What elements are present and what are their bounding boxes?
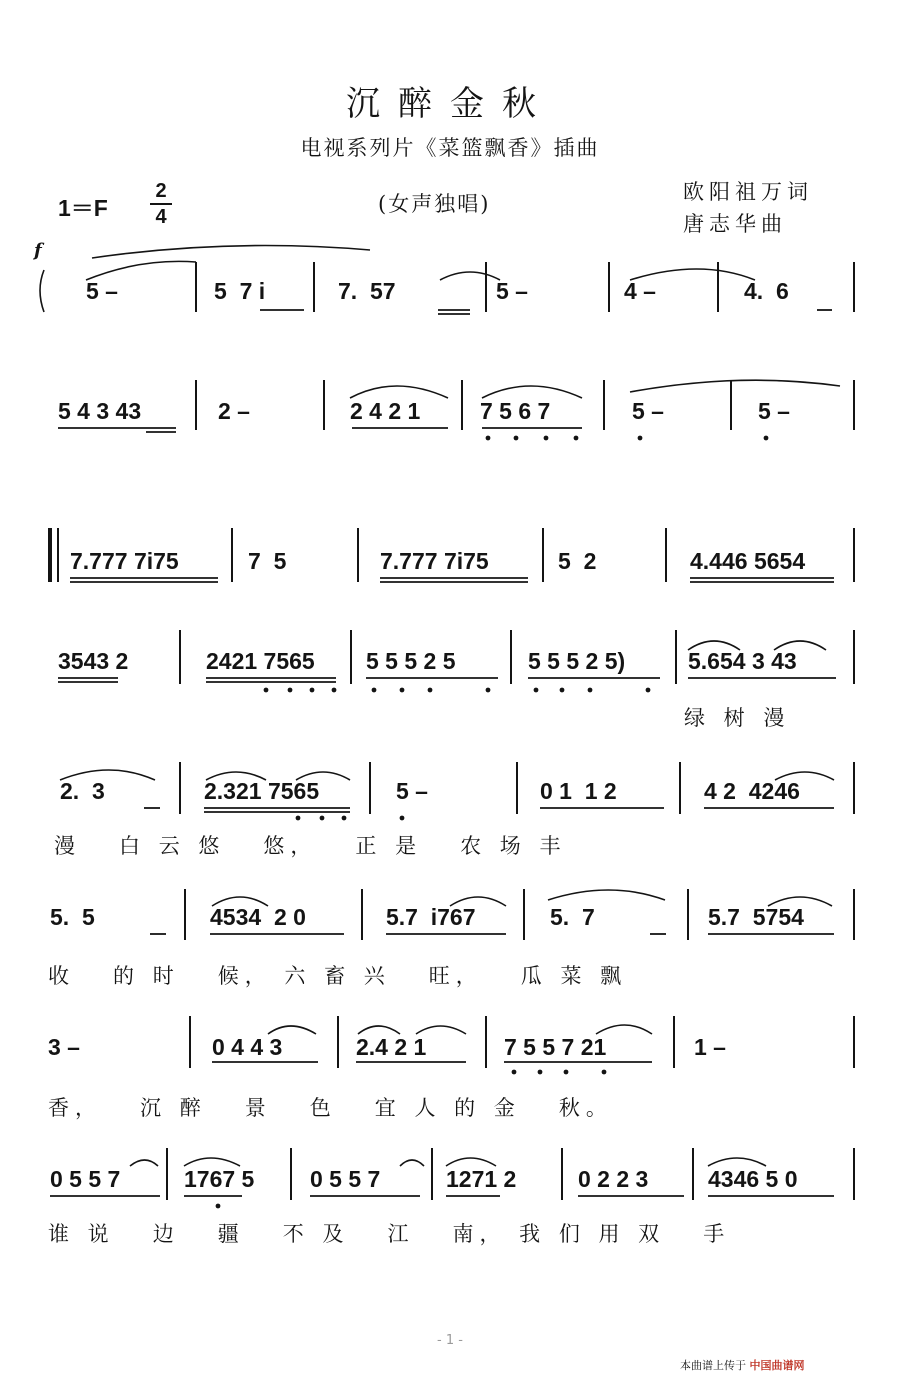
slur bbox=[630, 380, 840, 392]
site-logo-text[interactable]: 中国曲谱网 bbox=[749, 1359, 805, 1372]
measure-18: 3543 2 bbox=[58, 648, 129, 674]
page-number: - 1 - bbox=[437, 1333, 463, 1348]
low-octave-dot bbox=[514, 436, 519, 441]
low-octave-dot bbox=[486, 436, 491, 441]
low-octave-dot bbox=[428, 688, 433, 693]
measure-12: 5 – bbox=[758, 398, 790, 424]
measure-24: 2.321 7565 bbox=[204, 778, 320, 804]
low-octave-dot bbox=[564, 1070, 569, 1075]
measure-7: 5 4 3 43 bbox=[58, 398, 142, 424]
measure-37: 1 – bbox=[694, 1034, 726, 1060]
measure-40: 0 5 5 7 bbox=[310, 1166, 381, 1192]
measure-4: 5 – bbox=[496, 278, 528, 304]
lyric-line-4: 香， 沉 醉 景 色 宜 人 的 金 秋。 bbox=[48, 1096, 613, 1120]
low-octave-dot bbox=[288, 688, 293, 693]
measure-19: 2421 7565 bbox=[206, 648, 315, 674]
measure-38: 0 5 5 7 bbox=[50, 1166, 121, 1192]
low-octave-dot bbox=[400, 816, 405, 821]
lyric-line-1: 绿 树 漫 bbox=[684, 706, 791, 730]
measure-33: 3 – bbox=[48, 1034, 80, 1060]
measure-9: 2 4 2 1 bbox=[350, 398, 421, 424]
low-octave-dot bbox=[646, 688, 651, 693]
measure-8: 2 – bbox=[218, 398, 250, 424]
measure-30: 5.7 i767 bbox=[386, 904, 476, 930]
low-octave-dot bbox=[372, 688, 377, 693]
slur bbox=[130, 1160, 158, 1166]
composer-credit: 唐志华曲 bbox=[683, 212, 787, 236]
voice-designation: (女声独唱) bbox=[378, 192, 491, 216]
time-signature-bottom: 4 bbox=[155, 206, 167, 228]
lyric-line-3: 收 的 时 候， 六 畜 兴 旺， 瓜 菜 飘 bbox=[48, 964, 628, 988]
low-octave-dot bbox=[574, 436, 579, 441]
lyric-line-5: 谁 说 边 疆 不 及 江 南， 我 们 用 双 手 bbox=[48, 1222, 731, 1246]
low-octave-dot bbox=[332, 688, 337, 693]
key-signature: 1＝F bbox=[58, 195, 108, 221]
slur bbox=[400, 1160, 424, 1166]
low-octave-dot bbox=[764, 436, 769, 441]
low-octave-dot bbox=[296, 816, 301, 821]
low-octave-dot bbox=[400, 688, 405, 693]
lyricist-credit: 欧阳祖万词 bbox=[683, 180, 813, 204]
upload-credit bbox=[680, 1357, 805, 1373]
measure-6: 4. 6 bbox=[744, 278, 789, 304]
measure-27: 4 2 4246 bbox=[704, 778, 800, 804]
measure-28: 5. 5 bbox=[50, 904, 95, 930]
measure-21: 5 5 5 2 5) bbox=[528, 648, 626, 674]
measure-29: 4534 2 0 bbox=[210, 904, 306, 930]
slur bbox=[268, 1026, 316, 1034]
slur bbox=[440, 272, 500, 280]
song-subtitle: 电视系列片《菜篮飘香》插曲 bbox=[300, 136, 600, 160]
measure-17: 4.446 5654 bbox=[690, 548, 806, 574]
measure-35: 2.4 2 1 bbox=[356, 1034, 427, 1060]
measure-32: 5.7 5754 bbox=[708, 904, 804, 930]
low-octave-dot bbox=[216, 1204, 221, 1209]
slur bbox=[482, 386, 582, 398]
measure-26: 0 1 1 2 bbox=[540, 778, 617, 804]
low-octave-dot bbox=[544, 436, 549, 441]
low-octave-dot bbox=[264, 688, 269, 693]
lyric-line-2: 漫 白 云 悠 悠， 正 是 农 场 丰 bbox=[54, 834, 567, 858]
low-octave-dot bbox=[602, 1070, 607, 1075]
measure-41: 1271 2 bbox=[446, 1166, 517, 1192]
measure-31: 5. 7 bbox=[550, 904, 595, 930]
song-title: 沉醉金秋 bbox=[346, 84, 554, 124]
dynamic-marking: f bbox=[34, 240, 42, 261]
measure-20: 5 5 5 2 5 bbox=[366, 648, 456, 674]
slur bbox=[446, 1158, 496, 1166]
measure-1: 5 – bbox=[86, 278, 118, 304]
low-octave-dot bbox=[560, 688, 565, 693]
low-octave-dot bbox=[588, 688, 593, 693]
slur bbox=[708, 1158, 766, 1166]
low-octave-dot bbox=[342, 816, 347, 821]
measure-13: 7.777 7i75 bbox=[70, 548, 179, 574]
low-octave-dot bbox=[638, 436, 643, 441]
low-octave-dot bbox=[310, 688, 315, 693]
upload-credit-prefix: 本曲谱上传于 bbox=[680, 1359, 746, 1372]
slur bbox=[548, 890, 665, 900]
measure-25: 5 – bbox=[396, 778, 428, 804]
slur bbox=[184, 1158, 240, 1166]
measure-10: 7 5 6 7 bbox=[480, 398, 551, 424]
low-octave-dot bbox=[486, 688, 491, 693]
measure-2: 5 7 i bbox=[214, 278, 266, 304]
opening-parenthesis bbox=[40, 270, 44, 312]
measure-34: 0 4 4 3 bbox=[212, 1034, 283, 1060]
phrase-slur bbox=[92, 246, 370, 259]
slur bbox=[416, 1026, 466, 1034]
slur bbox=[350, 386, 448, 398]
measure-36: 7 5 5 7 21 bbox=[504, 1034, 607, 1060]
measure-15: 7.777 7i75 bbox=[380, 548, 489, 574]
low-octave-dot bbox=[320, 816, 325, 821]
slur bbox=[596, 1025, 652, 1034]
measure-3: 7. 57 bbox=[338, 278, 396, 304]
measure-5: 4 – bbox=[624, 278, 656, 304]
measure-23: 2. 3 bbox=[60, 778, 105, 804]
measure-16: 5 2 bbox=[558, 548, 597, 574]
slur bbox=[358, 1026, 400, 1034]
measure-39: 1767 5 bbox=[184, 1166, 255, 1192]
low-octave-dot bbox=[512, 1070, 517, 1075]
measure-42: 0 2 2 3 bbox=[578, 1166, 649, 1192]
measure-14: 7 5 bbox=[248, 548, 287, 574]
low-octave-dot bbox=[538, 1070, 543, 1075]
measure-43: 4346 5 0 bbox=[708, 1166, 798, 1192]
measure-22: 5.654 3 43 bbox=[688, 648, 797, 674]
measure-11: 5 – bbox=[632, 398, 664, 424]
time-signature-top: 2 bbox=[155, 180, 167, 202]
low-octave-dot bbox=[534, 688, 539, 693]
